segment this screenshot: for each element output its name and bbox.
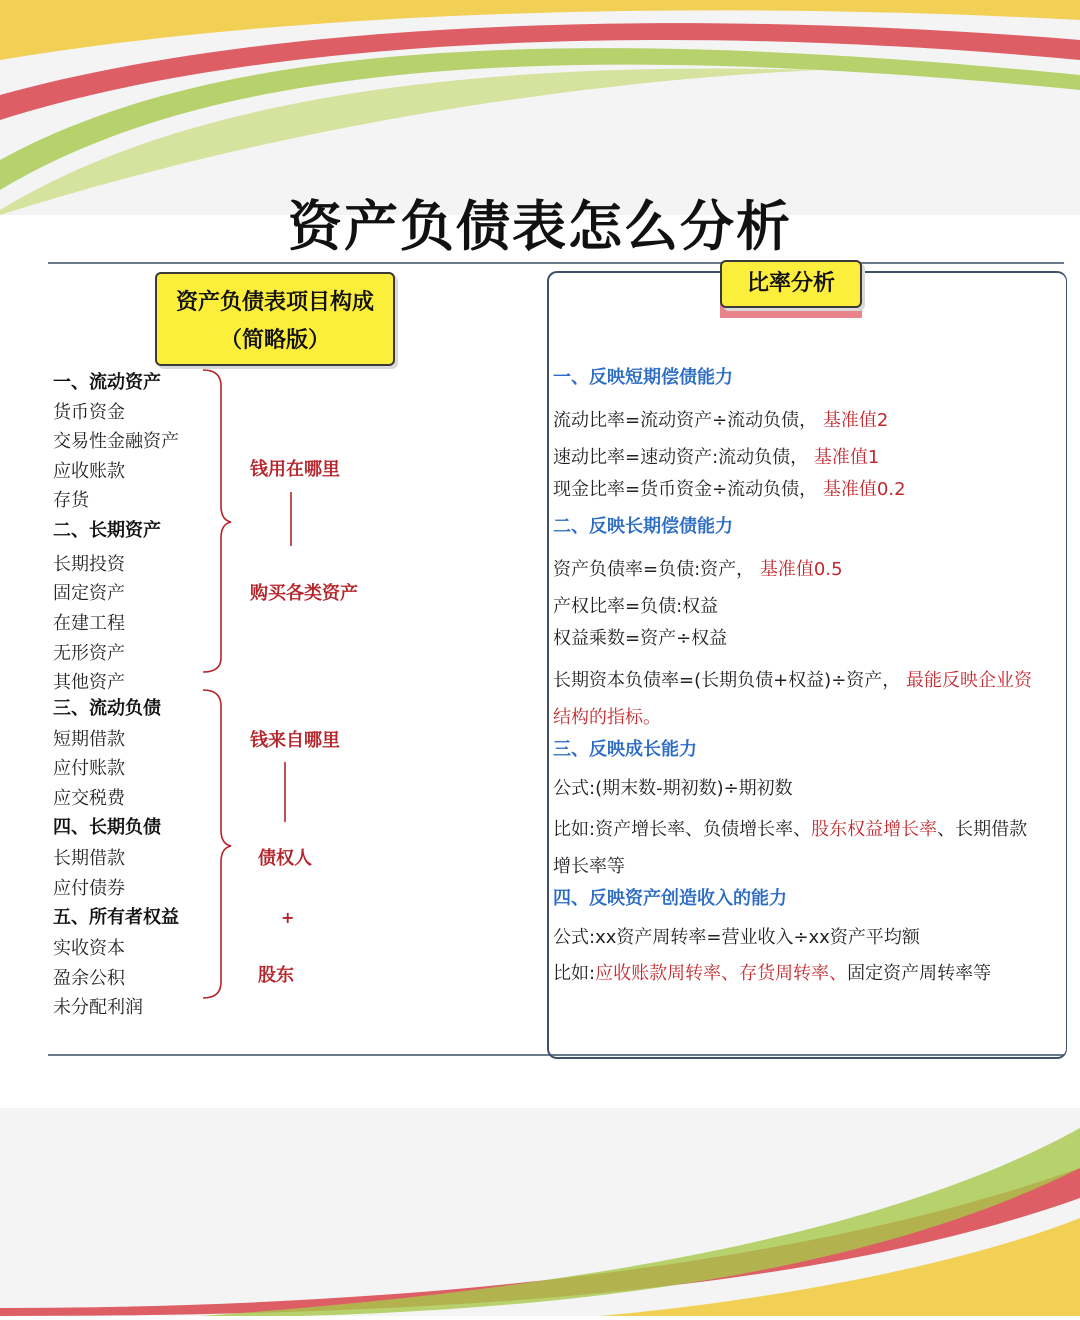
section-short-term-solvency: 一、反映短期偿债能力	[553, 367, 733, 388]
section-growth: 三、反映成长能力	[553, 739, 697, 760]
page-title: 资产负债表怎么分析	[288, 195, 792, 258]
long-term-capital-note: 最能反映企业资	[906, 670, 1033, 691]
section-asset-turnover: 四、反映资产创造收入的能力	[553, 888, 787, 909]
turnover-example-row	[553, 961, 991, 987]
current-ratio-row	[553, 408, 888, 434]
left-heading-long-term-liabilities: 四、长期负债	[53, 817, 161, 838]
left-header-line2: （简略版）	[219, 328, 330, 353]
debt-ratio-row	[553, 557, 843, 583]
label-money-from: 钱来自哪里	[250, 730, 340, 751]
section-long-term-solvency: 二、反映长期偿债能力	[553, 516, 733, 537]
list-item: 存货	[53, 490, 89, 511]
left-header-line1: 资产负债表项目构成	[175, 290, 374, 315]
quick-ratio-formula: 速动比率=速动资产:流动负债，	[553, 447, 809, 468]
turnover-formula: 公式:xx资产周转率=营业收入÷xx资产平均额	[553, 927, 920, 948]
list-item: 实收资本	[53, 938, 125, 959]
list-item: 短期借款	[53, 729, 125, 750]
bottom-ribbon-decoration	[0, 1108, 1080, 1316]
growth-example-cont: 增长率等	[553, 856, 625, 877]
left-heading-current-liabilities: 三、流动负债	[53, 698, 161, 719]
list-item: 应收账款	[53, 461, 125, 482]
label-plus: +	[281, 908, 295, 927]
label-money-where-used: 钱用在哪里	[250, 459, 340, 480]
growth-example-prefix: 比如:资产增长率、负债增长率、	[553, 819, 812, 840]
ribbon-graphic-bottom	[0, 1108, 1080, 1316]
current-ratio-benchmark: 基准值2	[822, 410, 889, 431]
list-item: 交易性金融资产	[53, 431, 179, 452]
list-item: 在建工程	[53, 613, 125, 634]
left-section-header	[155, 272, 395, 366]
cash-ratio-formula: 现金比率=货币资金÷流动负债，	[553, 479, 818, 500]
list-item: 无形资产	[53, 643, 125, 664]
label-shareholders: 股东	[258, 965, 294, 986]
long-term-capital-formula: 长期资本负债率=(长期负债+权益)÷资产，	[553, 670, 901, 691]
equity-ratio-row: 产权比率=负债:权益	[553, 596, 719, 617]
left-heading-long-term-assets: 二、长期资产	[53, 520, 161, 541]
quick-ratio-benchmark: 基准值1	[813, 447, 880, 468]
top-ribbon-decoration	[0, 0, 1080, 215]
equity-multiplier-row: 权益乘数=资产÷权益	[553, 628, 728, 649]
turnover-example-highlight: 应收账款周转率、存货周转率、	[595, 963, 848, 984]
list-item: 长期投资	[53, 554, 125, 575]
list-item: 长期借款	[53, 848, 125, 869]
debt-ratio-benchmark: 基准值0.5	[759, 559, 843, 580]
cash-ratio-row	[553, 477, 906, 503]
list-item: 固定资产	[53, 583, 125, 604]
growth-example-row	[553, 817, 1027, 843]
left-heading-owners-equity: 五、所有者权益	[53, 907, 179, 928]
growth-example-suffix: 、长期借款	[937, 819, 1028, 840]
label-buy-assets: 购买各类资产	[250, 583, 358, 604]
cash-ratio-benchmark: 基准值0.2	[822, 479, 906, 500]
turnover-example-suffix: 固定资产周转率等	[847, 963, 992, 984]
list-item: 未分配利润	[53, 997, 143, 1018]
long-term-capital-note-cont: 结构的指标。	[553, 707, 661, 728]
list-item: 盈余公积	[53, 968, 125, 989]
long-term-capital-ratio-row	[553, 668, 1032, 694]
label-creditors: 债权人	[258, 848, 312, 869]
ribbon-graphic	[0, 0, 1080, 215]
growth-formula: 公式:(期末数-期初数)÷期初数	[553, 778, 793, 799]
turnover-example-prefix: 比如:	[553, 963, 596, 984]
growth-example-highlight: 股东权益增长率	[811, 819, 938, 840]
list-item: 货币资金	[53, 402, 125, 423]
list-item: 应交税费	[53, 788, 125, 809]
current-ratio-formula: 流动比率=流动资产÷流动负债，	[553, 410, 818, 431]
title-divider	[48, 262, 1064, 264]
list-item: 应付债券	[53, 878, 125, 899]
left-heading-current-assets: 一、流动资产	[53, 372, 161, 393]
list-item: 应付账款	[53, 758, 125, 779]
quick-ratio-row	[553, 445, 879, 471]
debt-ratio-formula: 资产负债率=负债:资产，	[553, 559, 755, 580]
right-section-header: 比率分析	[720, 260, 862, 308]
list-item: 其他资产	[53, 672, 125, 693]
